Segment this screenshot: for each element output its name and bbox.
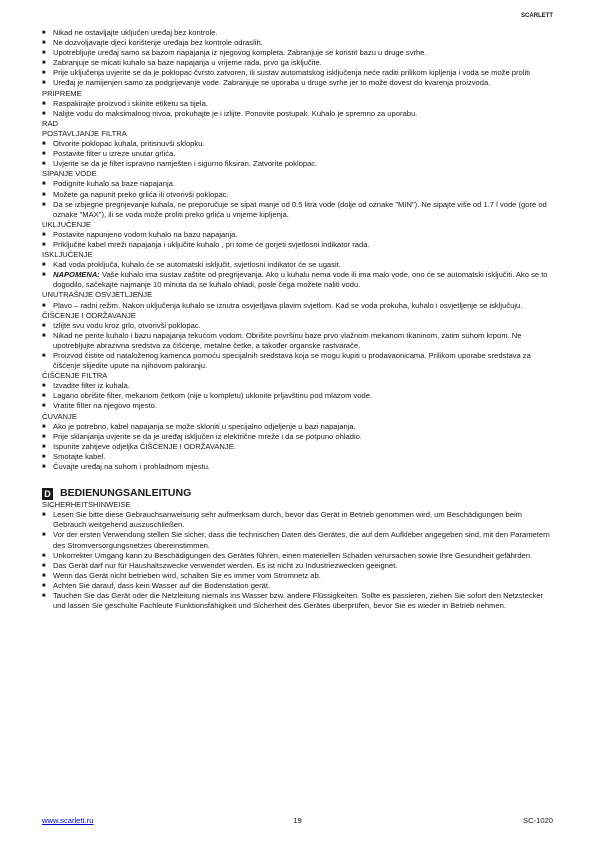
section-title-pripreme: PRIPREME [42,88,82,98]
list-item: ■ Uređaj je namijenjen samo za podgrijevanje vode. Zabranjuje se uporaba u druge svrhe jer to može dovest do kvarenja proizvoda. [42,78,554,88]
list-item: ■ Čuvajte uređaj na suhom i prohladnom mjestu. [42,462,554,472]
language-badge: D [42,488,53,500]
section-title-cuvanje: ČUVANJE [42,411,77,421]
section-title-ciscenje: ČIŠĆENJE I ODRŽAVANJE [42,310,136,320]
note-item [42,270,554,290]
list-item: ■ Nalijte vodu do maksimalnog nivoa, prokuhajte je i izlijte. Ponovite postupak. Kuhalo je spremno za uporabu. [42,109,554,119]
list-item: ■ Prije sklanjanja uvjerite se da je uređaj isključen iz električne mreže i da se potpuno ohladio. [42,432,554,442]
section-title-sicherheit: SICHERHEITSHINWEISE [42,500,131,510]
page-number: 19 [293,816,302,825]
list-item: ■ Izlijte svu vodu kroz grlo, otvorivši poklopac. [42,321,554,331]
list-item: ■ Nikad ne ostavljajte uključen uređaj bez kontrole. [42,28,554,38]
website-link[interactable]: www.scarlett.ru [42,816,94,825]
model-number: SC-1020 [523,816,553,825]
list-item: ■ Upotrebljujte uređaj samo sa bazom napajanja iz njegovog kompleta. Zabranjuje se koristit bazu u druge svrhe. [42,48,554,58]
list-item: ■ Proizvod čistite od nataloženog kamenca pomoću specijalnih sredstava koja se mogu kupiti u prodavaonicama. Prilikom uporabe sredstava za čišćenje slijedite upute na njihovom pakiranju. [42,351,554,371]
list-item: ■ Izvadite filter iz kuhala. [42,381,554,391]
list-item: ■ Uvjerite se da je filter ispravno namješten i sigurno fiksiran. Zatvorite poklopac. [42,159,554,169]
list-item: ■ Zabranjuje se micati kuhalo sa baze napajanja u vrijeme rada, prvo ga isključite. [42,58,554,68]
list-item: ■ Achten Sie darauf, dass kein Wasser auf die Bodenstation gerät. [42,581,554,591]
note-text: Vaše kuhalo ima sustav zaštite od pregrijevanja. Ako u kuhalu nema vode ili ima malo vode, ono će se automatski isključiti. Ako se to dogodilo, sačekajte najmanje 10 minuta da se kuhalo ohladi, posle čega možete naliti vodu. [53,270,548,290]
section-title-iskljucenje: ISKLJUČENJE [42,250,93,260]
section-title-sipanje: SIPANJE VODE [42,169,97,179]
list-item: ■ Das Gerät darf nur für Haushaltszwecke verwendet werden. Es ist nicht zu Industriezwecken geeignet. [42,561,554,571]
list-item: ■ Podignite kuhalo sa baze napajanja. [42,179,554,189]
list-item: ■ Postavite filter u izreze unutar grlića. [42,149,554,159]
list-item: ■ Tauchen Sie das Gerät oder die Netzleitung niemals ins Wasser bzw. andere Flüssigkeiten. Sollte es passieren, ziehen Sie sofort den Netzstecker und lassen Sie geschulte Fachleute Funktionsfähigkeit und Sicherheit des Gerätes überprüfen, bevor Sie es wieder in Betrieb nehmen. [42,591,554,611]
language-section-heading [42,487,554,500]
list-item: ■ Plavo – radni režim. Nakon uključenja kuhalo se iznutra osvjetljava plavim svjetlom. Kad se voda prokuha, kuhalo i osvjetljenje se isključuju. [42,301,554,311]
section-title-osvjetljenje: UNUTRAŠNJE OSVJETLJENJE [42,290,153,300]
list-item: ■ Kad voda proključa, kuhalo će se automatski isključit, svjetlosni indikator će se ugasit. [42,260,554,270]
list-item: ■ Ako je potrebno, kabel napajanja se može skloniti u specijalno odjeljenje u bazi napajanja. [42,422,554,432]
list-item: ■ Vratite filter na njegovo mjesto. [42,401,554,411]
page-footer [42,816,553,828]
list-item: ■ Možete ga napunit preko grlića ili otvorivši poklopac. [42,190,554,200]
list-item: ■ Lesen Sie bitte diese Gebrauchsanweisung sehr aufmerksam durch, bevor das Gerät in Betrieb genommen wird, um Beschädigungen beim Gebrauch weitgehend auszuschließen. [42,510,554,530]
list-item: ■ Lagano obrišite filter, mekanom četkom (nije u kompletu) uklonite prljavštinu pod mlazom vode. [42,391,554,401]
brand-logo: SCARLETT [521,13,553,19]
list-item: ■ Vor der ersten Verwendung stellen Sie sicher, dass die technischen Daten des Gerätes, die auf dem Aufkleber angegeben sind, mit den Parametern des Stromversorgungsnetzes übereinstimmen. [42,530,554,550]
section-title-postavljanje: POSTAVLJANJE FILTRA [42,128,127,138]
section-title-ukljucenje: UKLJUČENJE [42,219,91,229]
page-content [42,28,554,611]
list-item: ■ Ispunite zahtjeve odjeljka ČIŠĆENJE I ODRŽAVANJE. [42,442,554,452]
section-title-ciscenje-filtra: ČIŠĆENJE FILTRA [42,371,108,381]
list-item: ■ Priključite kabel mreži napajanja i uključite kuhalo , pri tome će gorjeti svjetlosni indikator rada. [42,240,554,250]
list-item: ■ Ne dozvoljavajte djeci korištenje uređaja bez kontrole odraslih. [42,38,554,48]
list-item: ■ Postavite napunjeno vodom kuhalo na bazu napajanja. [42,230,554,240]
list-item: ■ Raspakirajte proizvod i skinite etiketu sa tijela. [42,99,554,109]
list-item: ■ Da se izbjegne pregrijevanje kuhala, ne preporučuje se sipat manje od 0.5 litra vode (dolje od oznake "MIN"). Ne sipajte više od 1.7 l vode (gore od oznake "MAX"), ili se voda može proliti preko grlića u vrijeme kipljenja. [42,200,554,220]
list-item: ■ Unkorrekter Umgang kann zu Beschädigungen des Gerätes führen, einen materiellen Schaden verursachen sowie Ihre Gesundheit gefährden. [42,551,554,561]
list-item: ■ Wenn das Gerät nicht betrieben wird, schalten Sie es immer vom Stromnetz ab. [42,571,554,581]
list-item: ■ Nikad ne perite kuhalo i bazu napajanja tekućom vodom. Obrišite površinu baze prvo vlažnom mekanom tkaninom, zatim suhom krpom. Ne upotrebljujte abrazivna sredstva za čišćenje, metalne četke, a također organske rastvarače. [42,331,554,351]
section-heading-de: BEDIENUNGSANLEITUNG [60,487,192,500]
list-item: ■ Smotajte kabel. [42,452,554,462]
list-item: ■ Otvorite poklopac kuhala, pritisnuvši sklopku. [42,139,554,149]
list-item: ■ Prije uključenja uvjerite se da je poklopac čvrsto zatvoren, ili sustav automatskog isključenja neće raditi prilikom kipljenja i voda se može proliti [42,68,554,78]
note-label: NAPOMENA: [53,270,100,280]
section-title-rad: RAD [42,118,59,128]
